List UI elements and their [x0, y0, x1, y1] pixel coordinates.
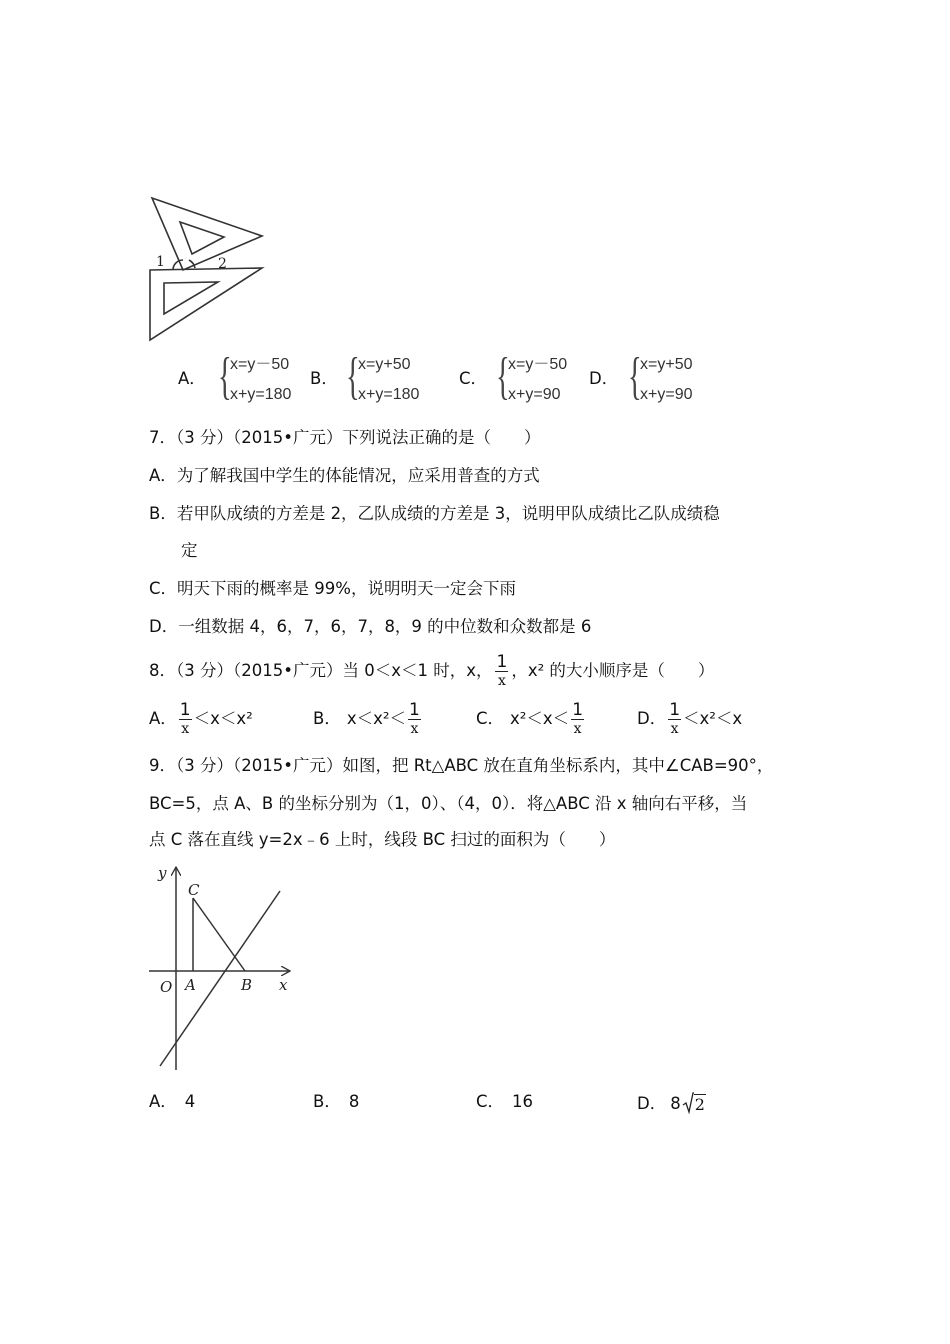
- q9-line-3: 点 C 落在直线 y=2x﹣6 上时，线段 BC 扫过的面积为（ ）: [149, 830, 616, 849]
- q9-option-b: B． 8: [313, 1092, 360, 1111]
- equation-2: x+y=90: [508, 386, 561, 403]
- q7-option-b-line2: 定: [181, 541, 198, 560]
- equation-1: x=y+50: [358, 356, 411, 373]
- q6-option-a-system: [218, 348, 308, 405]
- equation-2: x+y=180: [230, 386, 292, 403]
- q7-option-a: A．为了解我国中学生的体能情况，应采用普查的方式: [149, 466, 540, 485]
- point-a-label: A: [185, 976, 196, 994]
- q9-option-d: D． 8 2: [637, 1094, 705, 1114]
- q6-option-d-label: D．: [589, 369, 619, 388]
- q6-option-c-system: [496, 348, 586, 405]
- q6-option-b-system: [346, 348, 436, 405]
- point-c-label: C: [188, 881, 200, 899]
- set-squares-figure: [140, 190, 275, 345]
- q7-option-d: D．一组数据 4，6，7，6，7，8，9 的中位数和众数都是 6: [149, 617, 592, 636]
- q8-stem-post: ，x² 的大小顺序是（ ）: [511, 661, 715, 680]
- brace-icon: {: [346, 348, 360, 405]
- q6-option-a-label: A．: [178, 369, 206, 388]
- q6-option-d-system: [628, 348, 718, 405]
- q9-option-c: C． 16: [476, 1092, 534, 1111]
- equation-1: x=y－50: [230, 356, 290, 373]
- q8-stem-pre: 8．（3 分）（2015•广元）当 0＜x＜1 时，x，: [149, 661, 493, 680]
- q8-option-c: C． x²＜x＜ $\frac{1}{x}$: [476, 700, 584, 737]
- angle-1-label: 1: [156, 254, 165, 270]
- fraction-1-over-x: $\frac{1}{x}$: [572, 700, 584, 737]
- fraction-1-over-x: $\frac{1}{x}$: [408, 700, 420, 737]
- coordinate-figure: [145, 858, 305, 1073]
- x-axis-label: x: [279, 976, 288, 994]
- radicand: 2: [694, 1095, 705, 1114]
- q7-stem: 7．（3 分）（2015•广元）下列说法正确的是（ ）: [149, 428, 541, 447]
- brace-icon: {: [496, 348, 510, 405]
- fraction-1-over-x: $\frac{1}{x}$: [496, 652, 508, 689]
- q8-option-b: B． x＜x²＜ $\frac{1}{x}$: [313, 700, 420, 737]
- origin-label: O: [160, 978, 173, 996]
- equation-2: x+y=180: [358, 386, 420, 403]
- q6-option-b-label: B．: [310, 369, 338, 388]
- equation-1: x=y+50: [640, 356, 693, 373]
- q8-option-a: A． $\frac{1}{x}$ ＜x＜x²: [149, 700, 253, 737]
- equation-1: x=y－50: [508, 356, 568, 373]
- angle-2-label: 2: [218, 256, 227, 272]
- fraction-1-over-x: $\frac{1}{x}$: [669, 700, 681, 737]
- q8-stem: [149, 648, 714, 694]
- brace-icon: {: [628, 348, 642, 405]
- q9-line-2: BC=5，点 A、B 的坐标分别为（1，0）、（4，0）．将△ABC 沿 x 轴向右平移，当: [149, 794, 748, 813]
- equation-2: x+y=90: [640, 386, 693, 403]
- q6-option-c-label: C．: [459, 369, 488, 388]
- y-axis-label: y: [158, 864, 167, 882]
- radical-sign-icon: [682, 1092, 694, 1114]
- q7-option-c: C．明天下雨的概率是 99%，说明明天一定会下雨: [149, 579, 516, 598]
- q7-option-b-line1: B．若甲队成绩的方差是 2，乙队成绩的方差是 3，说明甲队成绩比乙队成绩稳: [149, 504, 720, 523]
- brace-icon: {: [218, 348, 232, 405]
- q9-line-1: 9．（3 分）（2015•广元）如图，把 Rt△ABC 放在直角坐标系内，其中∠CAB=90°，: [149, 756, 774, 775]
- q9-option-a: A． 4: [149, 1092, 196, 1111]
- q8-option-d: D． $\frac{1}{x}$ ＜x²＜x: [637, 700, 743, 737]
- point-b-label: B: [241, 976, 253, 994]
- fraction-1-over-x: $\frac{1}{x}$: [179, 700, 191, 737]
